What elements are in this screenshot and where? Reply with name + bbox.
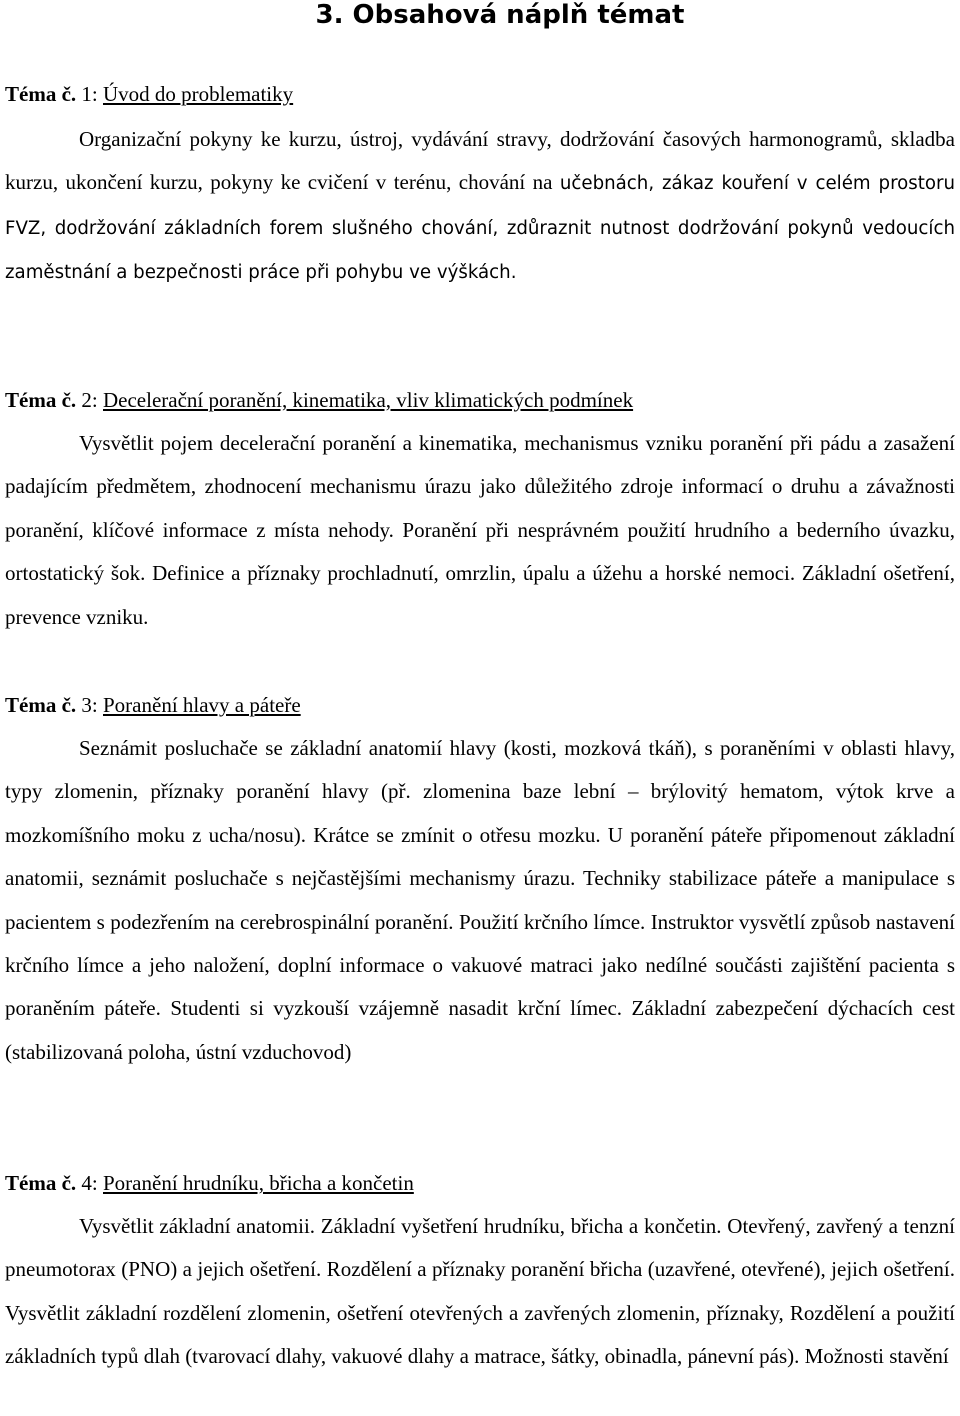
topic-name: Decelerační poranění, kinematika, vliv klimatických podmínek xyxy=(103,388,634,412)
topic-number: 2: xyxy=(81,388,98,412)
topic-number: 1: xyxy=(81,82,98,106)
topic-text-serif: Organizační pokyny ke kurzu, ústroj, vydávání stravy, dodržování časových harmonogramů, skladba kurzu, ukončení kurzu, pokyny ke cvičení v terénu, chování na xyxy=(5,127,955,195)
topic-description xyxy=(5,118,955,295)
topic-label: Téma č. xyxy=(5,1171,77,1195)
page-title: 3. Obsahová náplň témat xyxy=(315,0,685,30)
topic-number: 4: xyxy=(81,1171,98,1195)
topic-heading xyxy=(5,82,955,106)
topic-name: Poranění hlavy a páteře xyxy=(103,693,301,717)
topic-heading xyxy=(5,388,955,412)
topic-description: Vysvětlit pojem decelerační poranění a kinematika, mechanismus vzniku poranění při pádu a zasažení padajícím předmětem, zhodnocení mechanismu úrazu jako důležitého zdroje informací o druhu a závažnosti poranění, klíčové informace z místa nehody. Poranění při nesprávném použití hrudního a bederního úvazku, ortostatický šok. Definice a příznaky prochladnutí, omrzlin, úpalu a úžehu a horské nemoci. Základní ošetření, prevence vzniku. xyxy=(5,431,955,629)
topic-label: Téma č. xyxy=(5,693,77,717)
topic-description: Seznámit posluchače se základní anatomií hlavy (kosti, mozková tkáň), s poraněními v oblasti hlavy, typy zlomenin, příznaky poranění hlavy (př. zlomenina baze lební – brýlovitý hematom, výtok krve a mozkomíšního moku z ucha/nosu). Krátce se zmínit o otřesu mozku. U poranění páteře připomenout základní anatomii, seznámit posluchače s nejčastějšími mechanismy úrazu. Techniky stabilizace páteře a manipulace s pacientem s podezřením na cerebrospinální poranění. Použití krčního límce. Instruktor vysvětlí způsob nastavení krčního límce a jeho naložení, doplní informace o vakuové matraci jako nedílné součásti zajištění pacienta s poraněním páteře. Studenti si vyzkouší vzájemně nasadit krční límec. Základní zabezpečení dýchacích cest (stabilizovaná poloha, ústní vzduchovod) xyxy=(5,736,955,1064)
topic-text-sans: učebnách, zákaz kouření v celém prostoru FVZ, dodržování základních forem slušného chování, zdůraznit nutnost dodržování pokynů vedoucích zaměstnání a bezpečnosti práce při pohybu ve výškách. xyxy=(5,173,956,284)
topic-name: Úvod do problematiky xyxy=(103,82,294,106)
topic-name: Poranění hrudníku, břicha a končetin xyxy=(103,1171,414,1195)
topic-section-1 xyxy=(5,82,955,295)
topic-label: Téma č. xyxy=(5,388,77,412)
topic-heading xyxy=(5,1171,955,1195)
topic-section-2 xyxy=(5,388,955,639)
topic-label: Téma č. xyxy=(5,82,77,106)
topic-description: Vysvětlit základní anatomii. Základní vyšetření hrudníku, břicha a končetin. Otevřený, zavřený a tenzní pneumotorax (PNO) a jejich ošetření. Rozdělení a příznaky poranění břicha (uzavřené, otevřené), jejich ošetření. Vysvětlit základní rozdělení zlomenin, ošetření otevřených a zavřených zlomenin, příznaky, Rozdělení a použití základních typů dlah (tvarovací dlahy, vakuové dlahy a matrace, šátky, obinadla, pánevní pás). Možnosti stavění xyxy=(5,1214,955,1369)
topic-section-4 xyxy=(5,1171,955,1379)
topic-heading xyxy=(5,693,955,717)
topic-number: 3: xyxy=(81,693,98,717)
topic-section-3 xyxy=(5,693,955,1074)
